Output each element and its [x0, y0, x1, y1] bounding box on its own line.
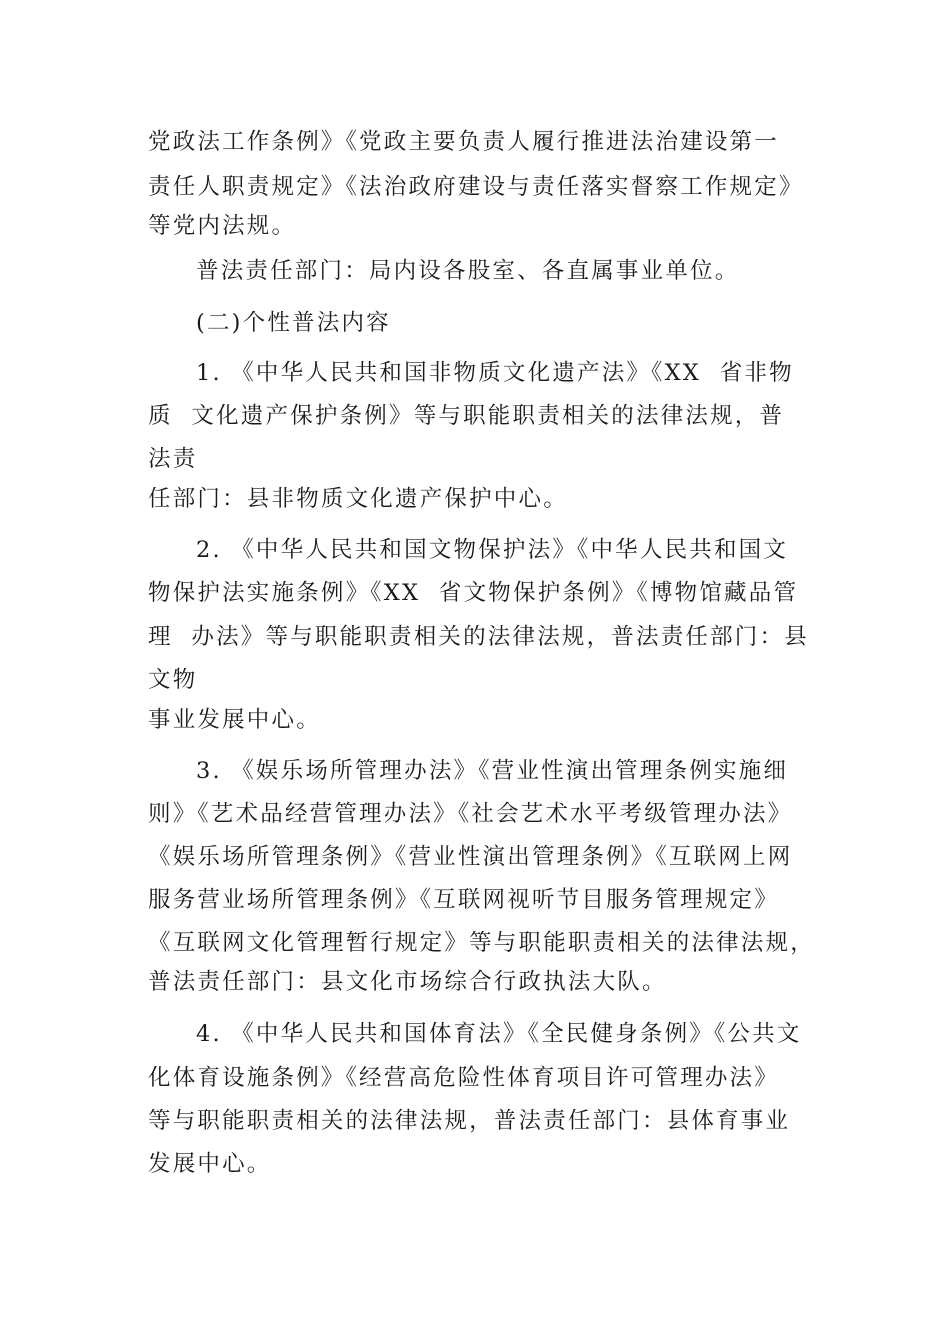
text-line: 责任人职责规定》《法治政府建设与责任落实督察工作规定》 — [148, 174, 804, 200]
text-line: 普法责任部门：局内设各股室、各直属事业单位。 — [196, 258, 740, 284]
section-heading: (二)个性普法内容 — [196, 310, 391, 336]
text-line: 1. 《中华人民共和国非物质文化遗产法》《XX 省非物 — [196, 360, 794, 386]
text-line: 化体育设施条例》《经营高危险性体育项目许可管理办法》 — [148, 1065, 779, 1091]
text-line: 理 办法》等与职能职责相关的法律法规，普法责任部门：县 — [148, 624, 809, 650]
text-line: 任部门：县非物质文化遗产保护中心。 — [148, 486, 568, 512]
text-line: 法责 — [148, 446, 198, 472]
text-line: 党政法工作条例》《党政主要负责人履行推进法治建设第一 — [148, 129, 779, 155]
text-line: 事业发展中心。 — [148, 707, 321, 733]
text-line: 文物 — [148, 667, 198, 693]
text-line: 4. 《中华人民共和国体育法》《全民健身条例》《公共文 — [196, 1021, 802, 1047]
text-line: 《娱乐场所管理条例》《营业性演出管理条例》《互联网上网 — [148, 844, 793, 870]
text-line: 服务营业场所管理条例》《互联网视听节目服务管理规定》 — [148, 887, 779, 913]
text-line: 发展中心。 — [148, 1151, 272, 1177]
text-line: 2. 《中华人民共和国文物保护法》《中华人民共和国文 — [196, 537, 789, 563]
text-line: 物保护法实施条例》《XX 省文物保护条例》《博物馆藏品管 — [148, 580, 799, 606]
text-line: 3. 《娱乐场所管理办法》《营业性演出管理条例实施细 — [196, 758, 789, 784]
text-line: 质 文化遗产保护条例》等与职能职责相关的法律法规，普 — [148, 403, 785, 429]
text-line: 等党内法规。 — [148, 213, 297, 239]
text-line: 普法责任部门：县文化市场综合行政执法大队。 — [148, 969, 667, 995]
text-line: 则》《艺术品经营管理办法》《社会艺术水平考级管理办法》 — [148, 801, 793, 827]
text-line: 《互联网文化管理暂行规定》等与职能职责相关的法律法规， — [148, 930, 815, 956]
text-line: 等与职能职责相关的法律法规，普法责任部门：县体育事业 — [148, 1108, 791, 1134]
